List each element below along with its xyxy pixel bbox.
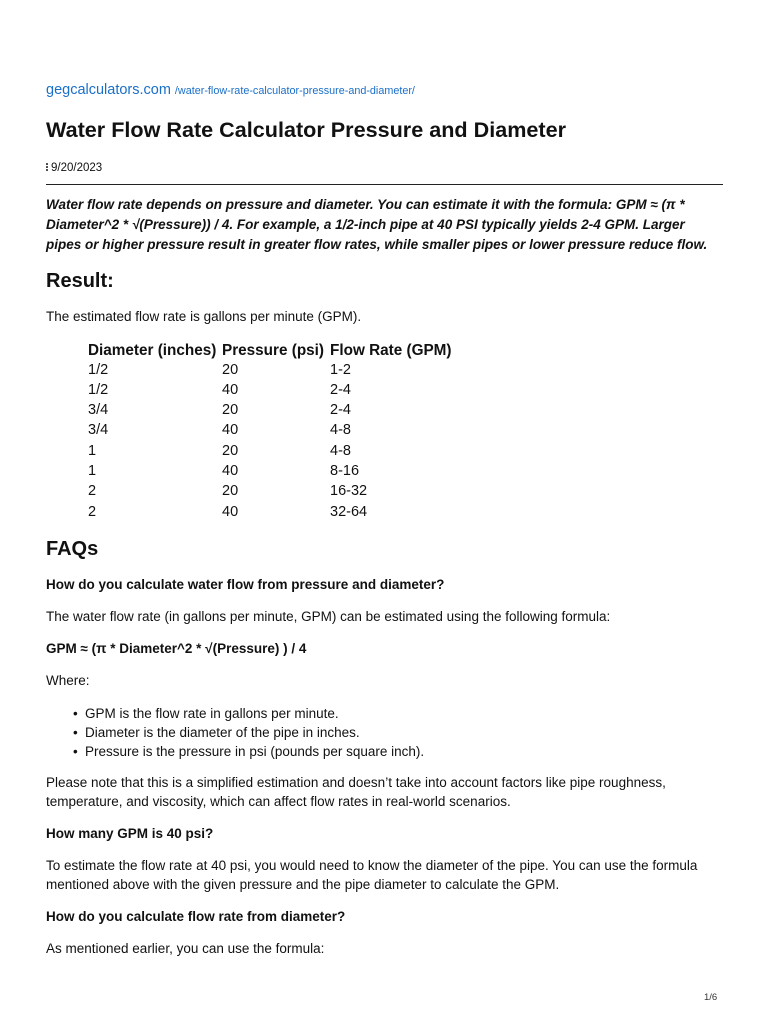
faq-question: How do you calculate flow rate from diameter?: [46, 909, 346, 924]
faq-answer: As mentioned earlier, you can use the formula:: [46, 941, 325, 956]
result-text: The estimated flow rate is gallons per minute (GPM).: [46, 309, 362, 324]
where-label: Where:: [46, 673, 90, 688]
note-paragraph: Please note that this is a simplified estimation and doesn’t take into account factors like pipe roughness, temperature, and viscosity, which can affect flow rates in real-world scenarios.: [46, 775, 666, 810]
cell-pressure: 40: [222, 503, 239, 520]
cell-pressure: 20: [222, 483, 239, 500]
cell-diameter: 1: [88, 442, 97, 459]
list-item: • Pressure is the pressure in psi (pounds per square inch).: [46, 742, 686, 761]
site-link[interactable]: gegcalculators.com: [46, 82, 171, 98]
page-path-link[interactable]: /water-flow-rate-calculator-pressure-and-diameter/: [174, 85, 415, 97]
table-row: [88, 502, 460, 522]
cell-pressure: 40: [222, 462, 239, 479]
cell-diameter: 1/2: [88, 361, 109, 378]
cell-flow-rate: 16-32: [330, 483, 368, 500]
cell-pressure: 20: [222, 442, 239, 459]
page-title: Water Flow Rate Calculator Pressure and Diameter: [46, 117, 567, 142]
table-body: [88, 360, 460, 522]
header-diameter: Diameter (inches): [88, 341, 217, 359]
cell-flow-rate: 8-16: [330, 462, 360, 479]
page-number: 1/6: [704, 992, 718, 1003]
cell-flow-rate: 2-4: [330, 381, 351, 398]
faq-answer: The water flow rate (in gallons per minute, GPM) can be estimated using the following formula:: [46, 609, 611, 624]
vertical-dots-icon: [46, 162, 48, 172]
list-item: • GPM is the flow rate in gallons per minute.: [46, 704, 686, 723]
cell-flow-rate: 32-64: [330, 503, 368, 520]
table-row: [88, 481, 460, 501]
table-row: [88, 360, 460, 380]
header-flow-rate: Flow Rate (GPM): [330, 341, 452, 359]
faqs-heading: FAQs: [46, 538, 99, 560]
table-row: [88, 400, 460, 420]
table-row: [88, 461, 460, 481]
cell-pressure: 20: [222, 361, 239, 378]
cell-diameter: 3/4: [88, 422, 109, 439]
cell-flow-rate: 4-8: [330, 442, 351, 459]
cell-flow-rate: 2-4: [330, 402, 351, 419]
flow-rate-table: [88, 341, 460, 522]
cell-diameter: 1/2: [88, 381, 109, 398]
cell-flow-rate: 1-2: [330, 361, 351, 378]
list-item: • Diameter is the diameter of the pipe in inches.: [46, 723, 686, 742]
cell-diameter: 1: [88, 462, 97, 479]
cell-flow-rate: 4-8: [330, 422, 351, 439]
result-heading: Result:: [46, 270, 114, 292]
where-list: [46, 704, 686, 761]
table-head: [88, 341, 460, 360]
cell-pressure: 20: [222, 402, 239, 419]
header-divider: [46, 184, 723, 185]
cell-diameter: 2: [88, 483, 97, 500]
table-row: [88, 420, 460, 440]
cell-diameter: 3/4: [88, 402, 109, 419]
publish-date: 9/20/2023: [51, 162, 103, 174]
table-header-row: [88, 341, 460, 360]
formula: GPM ≈ (π * Diameter^2 * √(Pressure) ) / 4: [46, 641, 307, 656]
intro-summary: Water flow rate depends on pressure and diameter. You can estimate it with the formula: GPM ≈ (π * Diameter^2 * √(Pressure)) / 4. For example, a 1/2-inch pipe at 40 PSI typically yields 2-4 GPM. Larger pipes or higher pressure result in greater flow rates, while smaller pipes or lower pressure reduce flow.: [46, 197, 708, 252]
date-row: [46, 161, 102, 175]
cell-diameter: 2: [88, 503, 97, 520]
header-pressure: Pressure (psi): [222, 341, 325, 359]
faq-question: How many GPM is 40 psi?: [46, 826, 214, 841]
table-row: [88, 380, 460, 400]
faq-answer: To estimate the flow rate at 40 psi, you would need to know the diameter of the pipe. You can use the formula mentioned above with the given pressure and the pipe diameter to calculate the GPM.: [46, 858, 698, 893]
source-url: [46, 81, 415, 100]
cell-pressure: 40: [222, 381, 239, 398]
cell-pressure: 40: [222, 422, 239, 439]
table-row: [88, 441, 460, 461]
faq-question: How do you calculate water flow from pressure and diameter?: [46, 577, 445, 592]
